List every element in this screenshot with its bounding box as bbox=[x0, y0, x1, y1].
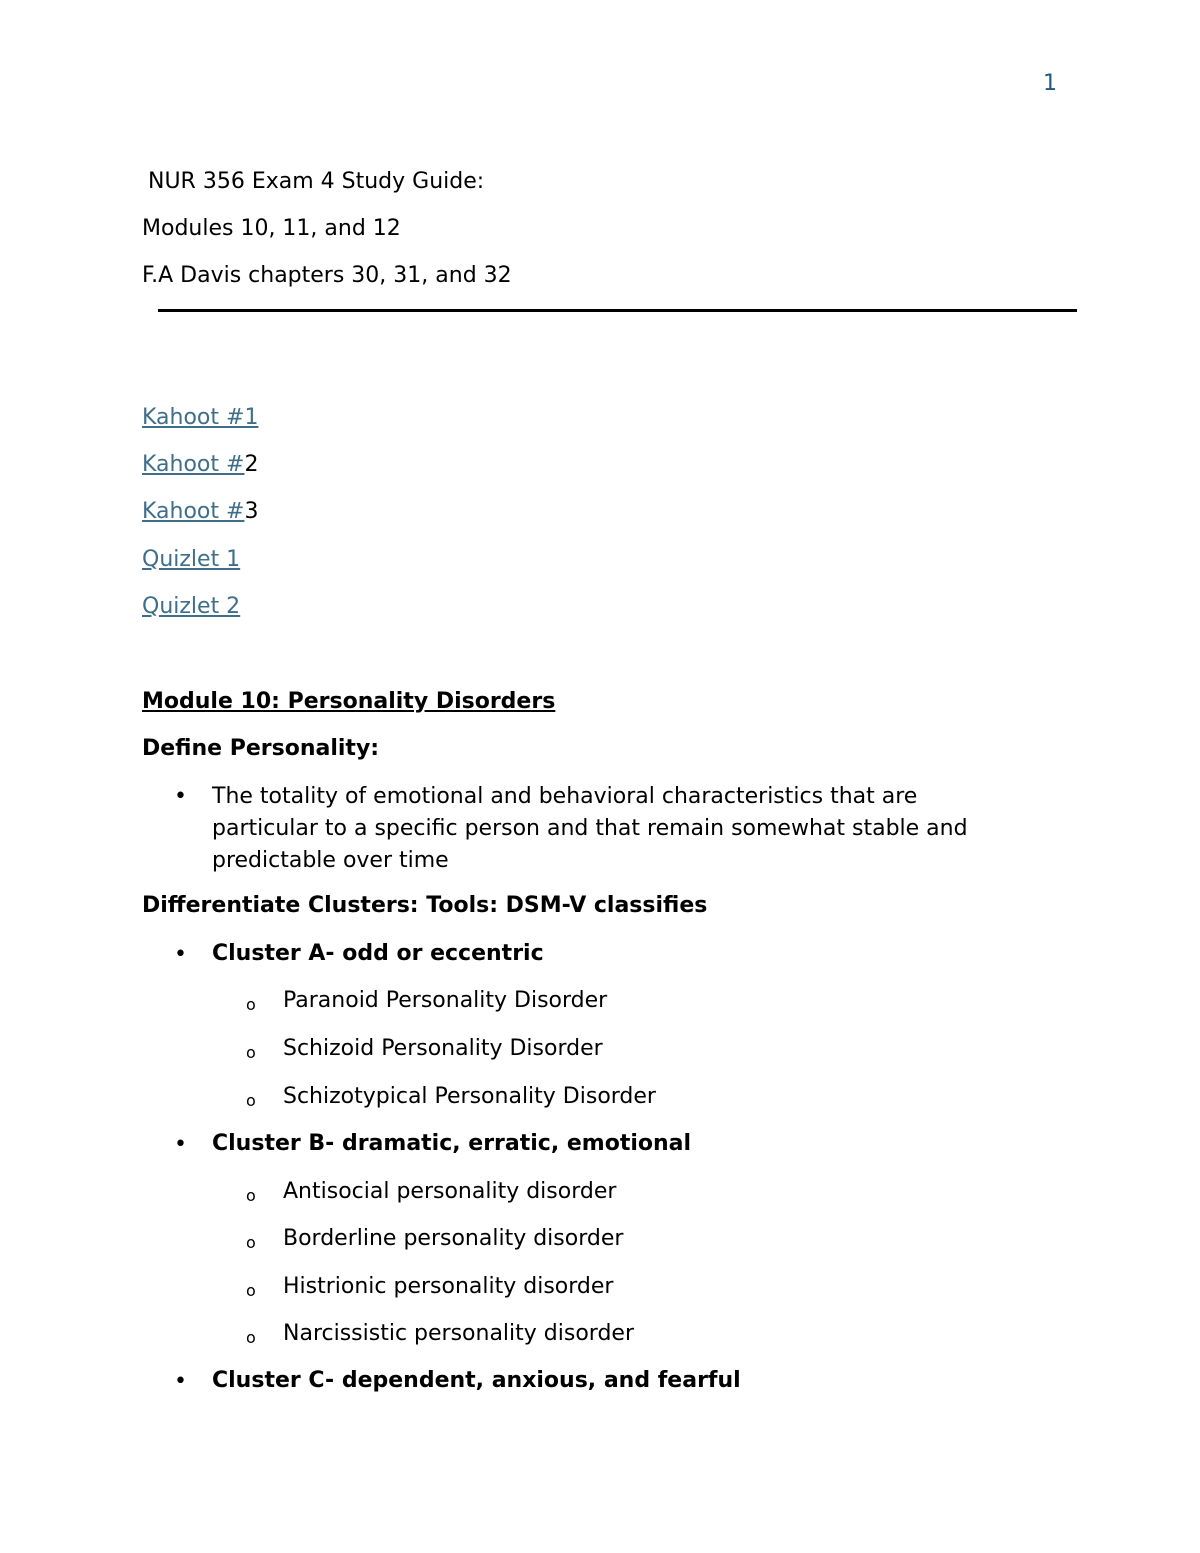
definition-line-3: predictable over time bbox=[212, 848, 449, 873]
kahoot-3-link[interactable]: Kahoot # bbox=[142, 499, 245, 524]
sub-bullet-a3: o bbox=[246, 1091, 256, 1110]
bullet-cluster-b: • bbox=[174, 1132, 187, 1157]
cluster-a-item-3: Schizotypical Personality Disorder bbox=[283, 1084, 656, 1109]
page-number: 1 bbox=[1043, 71, 1057, 96]
sub-bullet-b4: o bbox=[246, 1328, 256, 1347]
link-quizlet-2-line bbox=[142, 593, 240, 621]
sub-bullet-b2: o bbox=[246, 1233, 256, 1252]
kahoot-1-link[interactable]: Kahoot #1 bbox=[142, 405, 259, 430]
kahoot-2-link[interactable]: Kahoot # bbox=[142, 452, 245, 477]
link-kahoot-1-line bbox=[142, 404, 258, 432]
modules-line: Modules 10, 11, and 12 bbox=[142, 216, 401, 241]
cluster-a-item-2: Schizoid Personality Disorder bbox=[283, 1036, 603, 1061]
define-personality-heading: Define Personality: bbox=[142, 736, 380, 761]
cluster-b-item-4: Narcissistic personality disorder bbox=[283, 1321, 634, 1346]
cluster-a-label: Cluster A- odd or eccentric bbox=[212, 941, 544, 966]
bullet-definition: • bbox=[174, 784, 187, 809]
link-kahoot-2-line bbox=[142, 451, 258, 479]
link-kahoot-3-line bbox=[142, 498, 258, 526]
module-10-heading: Module 10: Personality Disorders bbox=[142, 689, 556, 714]
sub-bullet-b3: o bbox=[246, 1281, 256, 1300]
cluster-b-item-3: Histrionic personality disorder bbox=[283, 1274, 614, 1299]
cluster-c-label: Cluster C- dependent, anxious, and fearful bbox=[212, 1368, 741, 1393]
sub-bullet-a2: o bbox=[246, 1043, 256, 1062]
sub-bullet-a1: o bbox=[246, 995, 256, 1014]
horizontal-rule bbox=[158, 309, 1077, 312]
bullet-cluster-a: • bbox=[174, 942, 187, 967]
cluster-b-item-2: Borderline personality disorder bbox=[283, 1226, 624, 1251]
definition-line-1: The totality of emotional and behavioral characteristics that are bbox=[212, 784, 918, 809]
bullet-cluster-c: • bbox=[174, 1369, 187, 1394]
cluster-b-item-1: Antisocial personality disorder bbox=[283, 1179, 617, 1204]
kahoot-3-suffix: 3 bbox=[244, 499, 259, 524]
link-quizlet-1-line bbox=[142, 546, 240, 574]
chapters-line: F.A Davis chapters 30, 31, and 32 bbox=[142, 263, 512, 288]
document-title: NUR 356 Exam 4 Study Guide: bbox=[148, 169, 485, 194]
clusters-heading: Differentiate Clusters: Tools: DSM-V classifies bbox=[142, 893, 708, 918]
cluster-b-label: Cluster B- dramatic, erratic, emotional bbox=[212, 1131, 692, 1156]
definition-line-2: particular to a specific person and that remain somewhat stable and bbox=[212, 816, 968, 841]
quizlet-2-link[interactable]: Quizlet 2 bbox=[142, 594, 241, 619]
cluster-a-item-1: Paranoid Personality Disorder bbox=[283, 988, 608, 1013]
quizlet-1-link[interactable]: Quizlet 1 bbox=[142, 547, 241, 572]
sub-bullet-b1: o bbox=[246, 1186, 256, 1205]
kahoot-2-suffix: 2 bbox=[244, 452, 259, 477]
